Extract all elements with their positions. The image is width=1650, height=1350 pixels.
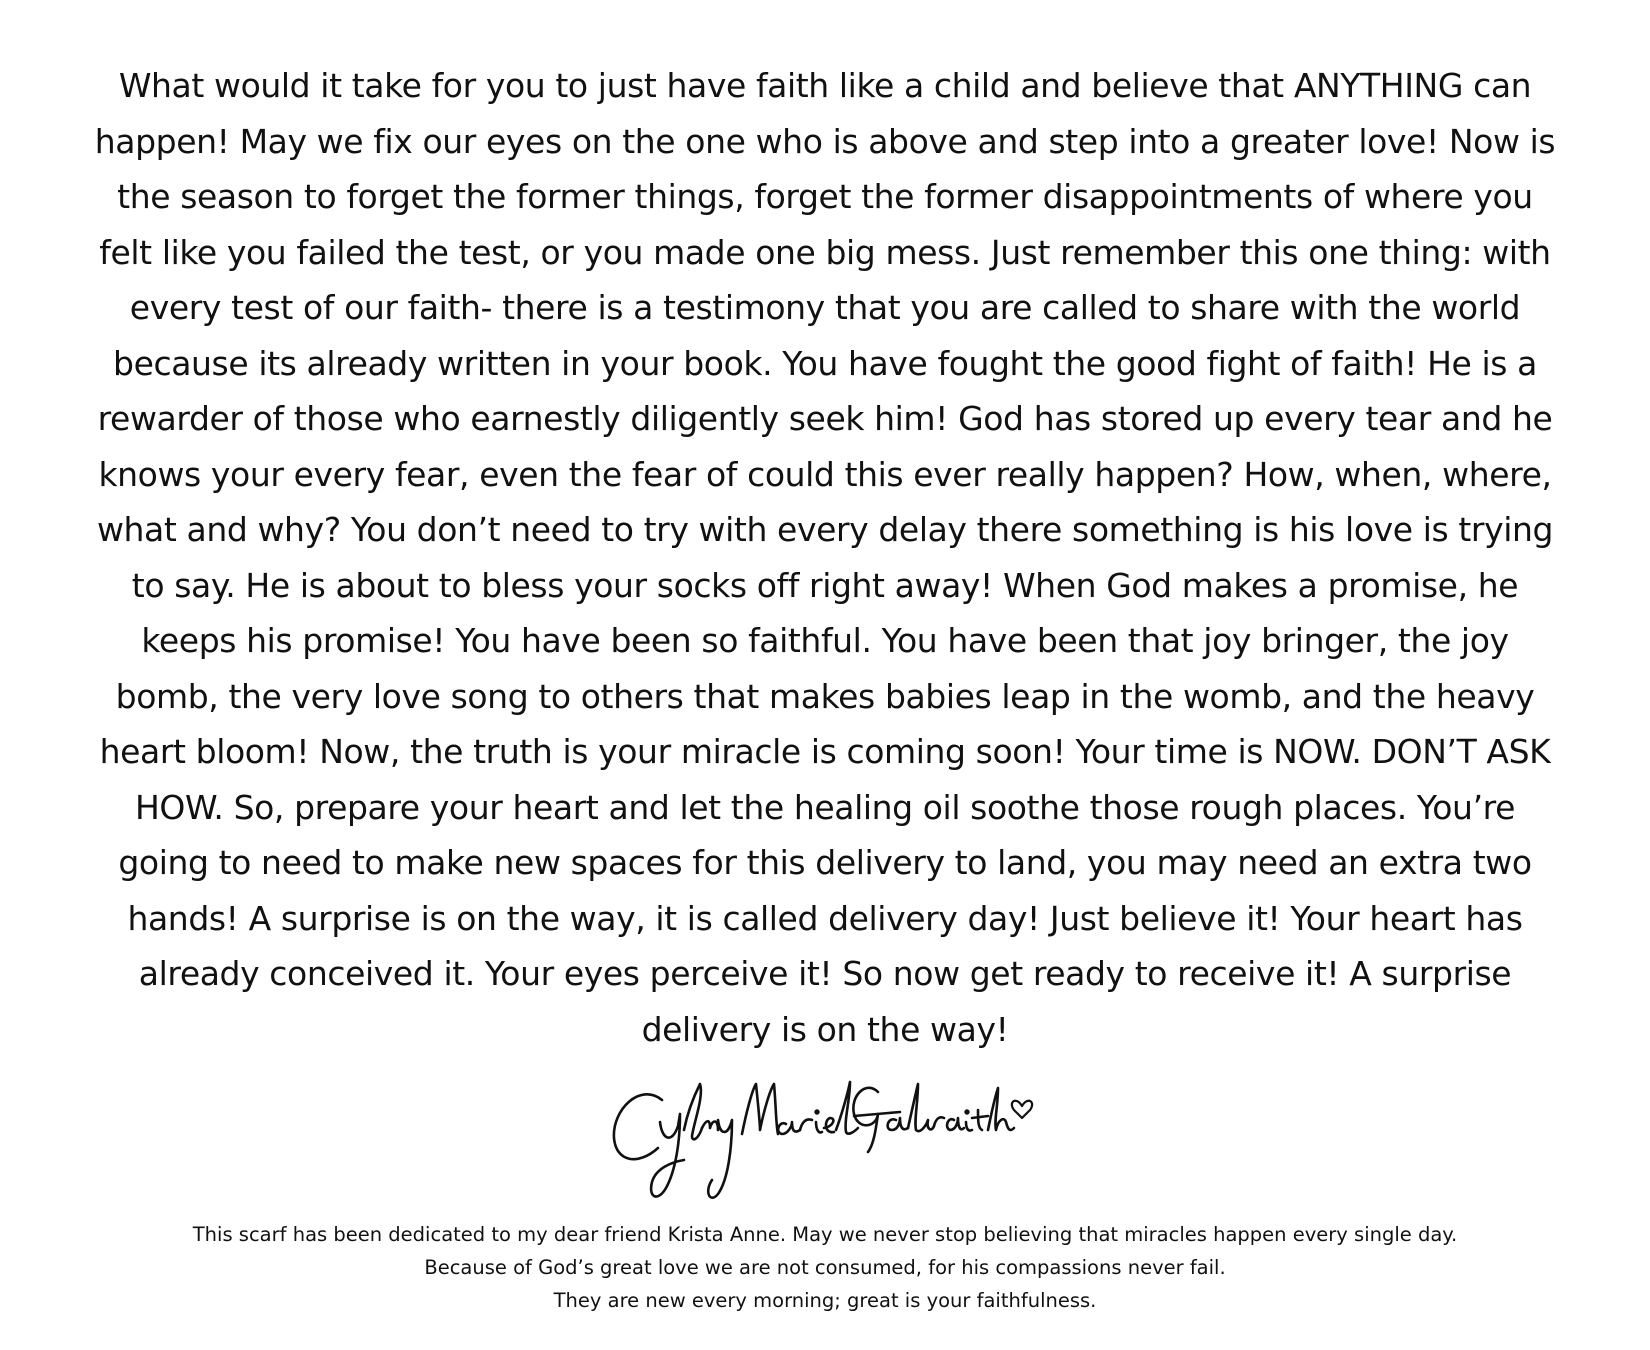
poem-line: every test of our faith- there is a testimony that you are called to share with the world [129,288,1521,327]
dedication-line: They are new every morning; great is your faithfulness. [553,1289,1097,1312]
poem-line: the season to forget the former things, forget the former disappointments of where you [117,177,1533,216]
poem-line: happen! May we fix our eyes on the one who is above and step into a greater love! Now is [94,121,1556,161]
poem-line: rewarder of those who earnestly diligently seek him! God has stored up every tear and he [97,399,1553,438]
dedication-line: This scarf has been dedicated to my dear friend Krista Anne. May we never stop believing that miracles happen every single day. [192,1223,1458,1246]
handwritten-signature [610,1070,1040,1210]
poem-line: going to need to make new spaces for this delivery to land, you may need an extra two [118,843,1532,882]
poem-line: to say. He is about to bless your socks off right away! When God makes a promise, he [131,565,1519,605]
poem-line: bomb, the very love song to others that makes babies leap in the womb, and the heavy [115,676,1535,716]
poem-line: HOW. So, prepare your heart and let the healing oil soothe those rough places. You’re [134,787,1516,827]
poem-text [50,58,1600,1057]
poem-line: hands! A surprise is on the way, it is called delivery day! Just believe it! Your heart has [127,898,1523,938]
poem-line: knows your every fear, even the fear of could this ever really happen? How, when, where, [98,454,1552,494]
poem-line: felt like you failed the test, or you made one big mess. Just remember this one thing: with [99,232,1551,272]
dedication-line: Because of God’s great love we are not consumed, for his compassions never fail. [424,1256,1226,1279]
poem-line: keeps his promise! You have been so faithful. You have been that joy bringer, the joy [141,621,1509,660]
poem-line: already conceived it. Your eyes perceive it! So now get ready to receive it! A surprise [138,954,1512,993]
dedication-text [60,1218,1590,1317]
poem-line: because its already written in your book. You have fought the good fight of faith! He is a [113,343,1537,383]
poem-line: heart bloom! Now, the truth is your miracle is coming soon! Your time is NOW. DON’T ASK [99,732,1551,771]
heart-icon [1012,1101,1032,1118]
poem-line: What would it take for you to just have faith like a child and believe that ANYTHING can [118,66,1532,105]
poem-line: what and why? You don’t need to try with every delay there something is his love is trying [96,510,1554,549]
poem-line: delivery is on the way! [641,1009,1009,1049]
